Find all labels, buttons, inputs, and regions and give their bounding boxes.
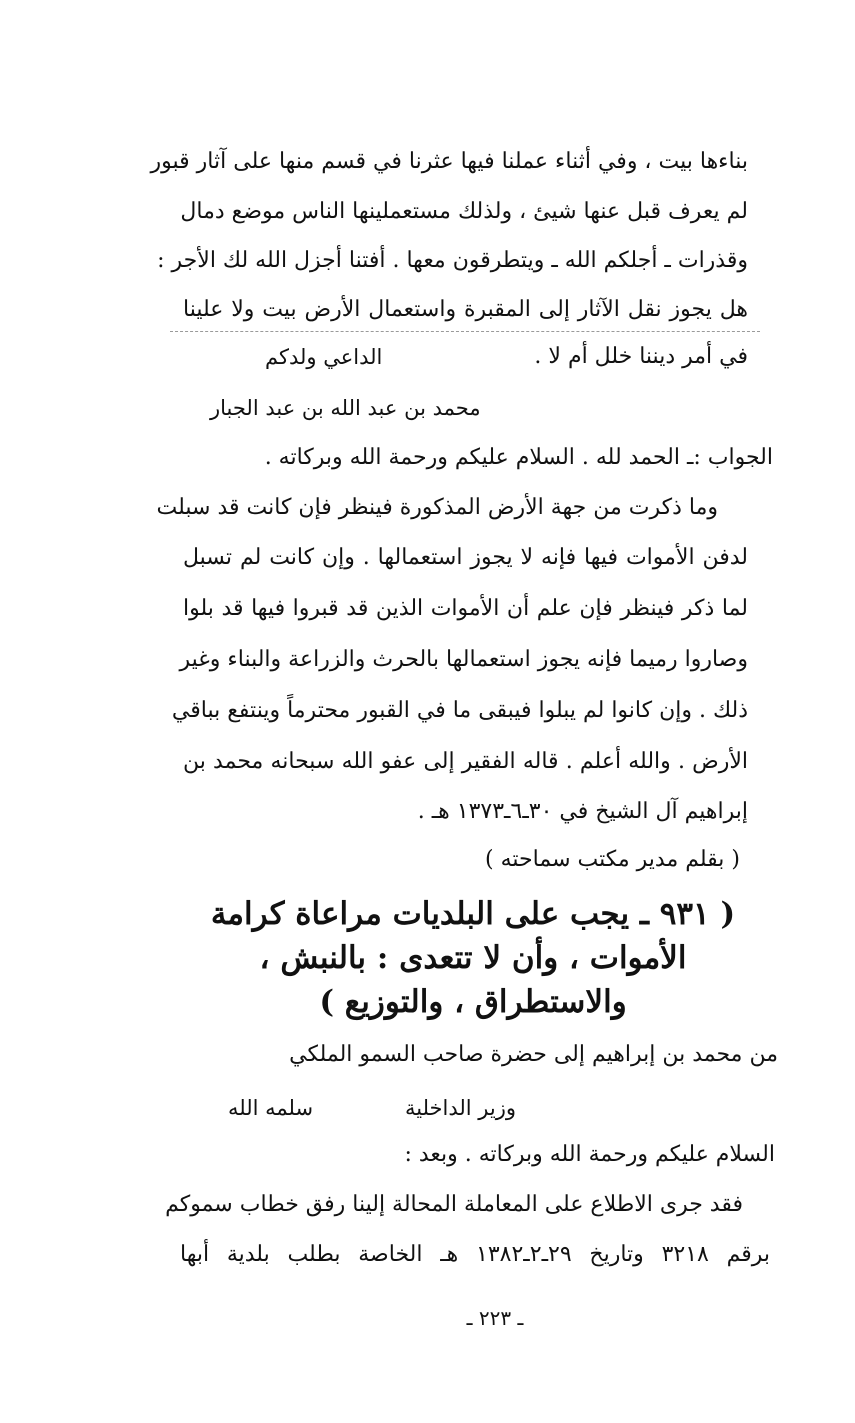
text-line: الأرض . والله أعلم . قاله الفقير إلى عفو الله سبحانه محمد بن <box>183 749 748 774</box>
section-heading-line: والاستطراق ، والتوزيع ) <box>319 984 627 1020</box>
sender-name: محمد بن عبد الله بن عبد الجبار <box>210 396 481 420</box>
section-heading-line: الأموات ، وأن لا تتعدى : بالنبش ، <box>259 940 687 976</box>
text-line: في أمر ديننا خلل أم لا . <box>534 344 748 369</box>
text-line: برقم ٣٢١٨ وتاريخ ٢٩ـ٢ـ١٣٨٢ هـ الخاصة بطلب بلدية أبها <box>180 1242 770 1267</box>
text-line: وصاروا رميما فإنه يجوز استعمالها بالحرث والزراعة والبناء وغير <box>179 647 748 672</box>
text-line: لما ذكر فينظر فإن علم أن الأموات الذين قد قبروا فيها قد بلوا <box>183 596 748 621</box>
text-line: هل يجوز نقل الآثار إلى المقبرة واستعمال الأرض بيت ولا علينا <box>183 297 748 322</box>
letter-from: من محمد بن إبراهيم إلى حضرة صاحب السمو الملكي <box>289 1042 778 1067</box>
text-line: لدفن الأموات فيها فإنه لا يجوز استعمالها . وإن كانت لم تسبل <box>183 545 748 570</box>
text-line: لم يعرف قبل عنها شيئ ، ولذلك مستعملينها الناس موضع دمال <box>180 199 748 224</box>
text-line: ذلك . وإن كانوا لم يبلوا فيبقى ما في القبور محترماً وينتفع بباقي <box>171 698 748 723</box>
page-number: ـ ٢٢٣ ـ <box>466 1306 524 1330</box>
letter-recipient-blessing: سلمه الله <box>228 1096 314 1120</box>
section-heading-line: ( ٩٣١ ـ يجب على البلديات مراعاة كرامة <box>210 896 736 932</box>
sender-label: الداعي ولدكم <box>265 345 383 369</box>
dotted-rule <box>170 331 760 332</box>
text-line: وما ذكرت من جهة الأرض المذكورة فينظر فإن كانت قد سبلت <box>156 495 718 520</box>
text-line: بناءها بيت ، وفي أثناء عملنا فيها عثرنا في قسم منها على آثار قبور <box>150 149 748 174</box>
author-note: ( بقلم مدير مكتب سماحته ) <box>485 847 740 872</box>
text-line: وقذرات ـ أجلكم الله ـ ويتطرقون معها . أفتنا أجزل الله لك الأجر : <box>157 248 748 273</box>
letter-recipient-title: وزير الداخلية <box>405 1096 517 1120</box>
text-line: إبراهيم آل الشيخ في ٣٠ـ٦ـ١٣٧٣ هـ . <box>417 799 748 824</box>
text-line: فقد جرى الاطلاع على المعاملة المحالة إلينا رفق خطاب سموكم <box>165 1192 743 1217</box>
text-line: الجواب :ـ الحمد لله . السلام عليكم ورحمة الله وبركاته . <box>264 445 773 470</box>
letter-greeting: السلام عليكم ورحمة الله وبركاته . وبعد : <box>404 1142 775 1167</box>
